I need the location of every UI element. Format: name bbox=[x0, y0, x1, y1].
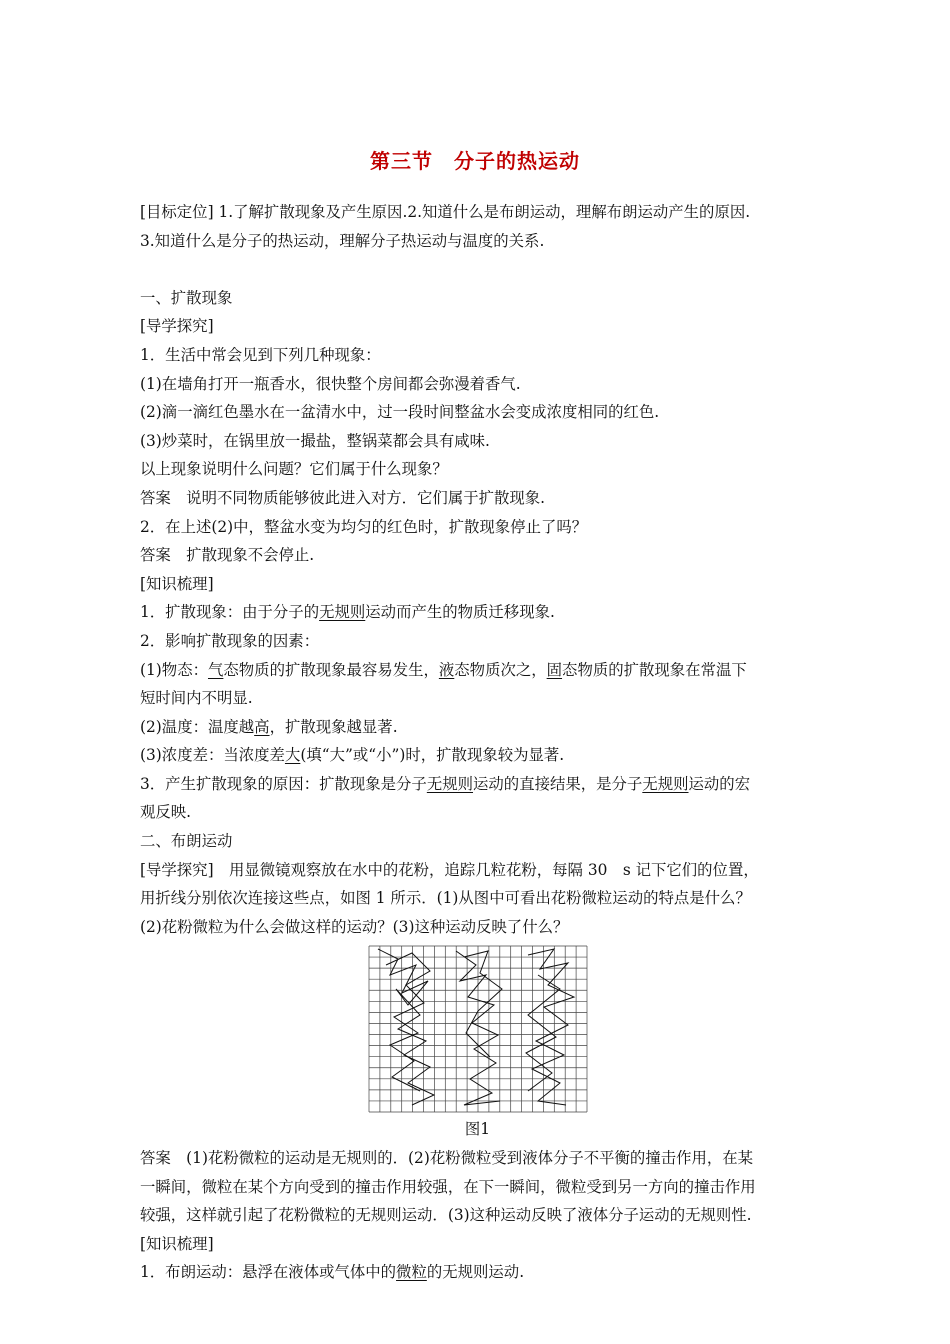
answer-brownian-3: 较强，这样就引起了花粉微粒的无规则运动．(3)这种运动反映了液体分子运动的无规则性. bbox=[140, 1206, 752, 1225]
text: 1．布朗运动：悬浮在液体或气体中的 bbox=[140, 1263, 397, 1282]
blank-answer: 无规则 bbox=[319, 603, 366, 622]
particle-trajectory bbox=[528, 949, 574, 1105]
document-body bbox=[140, 198, 815, 1287]
phenomenon-2: (2)滴一滴红色墨水在一盆清水中，过一段时间整盆水会变成浓度相同的红色. bbox=[140, 403, 660, 422]
section-heading-diffusion: 一、扩散现象 bbox=[140, 288, 233, 307]
knowledge-2a-cont: 短时间内不明显. bbox=[140, 689, 253, 708]
knowledge-label-2: [知识梳理] bbox=[140, 1234, 214, 1253]
particle-trajectory bbox=[526, 975, 560, 1091]
figure-caption: 图1 bbox=[464, 1120, 491, 1139]
question-2: 2．在上述(2)中，整盆水变为均匀的红色时，扩散现象停止了吗？ bbox=[140, 517, 588, 536]
text: (3)浓度差：当浓度差 bbox=[140, 746, 285, 765]
answer-2: 答案 扩散现象不会停止. bbox=[140, 546, 315, 565]
answer-brownian-1: 答案 (1)花粉微粒的运动是无规则的．(2)花粉微粒受到液体分子不平衡的撞击作用，在某 bbox=[140, 1149, 754, 1168]
knowledge-2a bbox=[140, 656, 815, 685]
blank-answer: 无规则 bbox=[426, 774, 474, 793]
phenomenon-1: (1)在墙角打开一瓶香水，很快整个房间都会弥漫着香气. bbox=[140, 374, 521, 393]
guide-label: [导学探究] bbox=[140, 317, 214, 336]
blank-answer: 液 bbox=[438, 660, 455, 679]
knowledge-1 bbox=[140, 598, 815, 627]
answer-brownian-2: 一瞬间，微粒在某个方向受到的撞击作用较强，在下一瞬间，微粒受到另一方向的撞击作用 bbox=[140, 1177, 756, 1196]
text: 运动的宏 bbox=[688, 774, 751, 793]
blank-answer: 气 bbox=[207, 660, 224, 679]
text: ，扩散现象越显著. bbox=[269, 717, 398, 736]
knowledge-3-cont: 观反映. bbox=[140, 803, 192, 822]
section-heading-brownian: 二、布朗运动 bbox=[140, 832, 233, 851]
particle-trajectory bbox=[464, 951, 502, 1057]
text: 运动而产生的物质迁移现象. bbox=[365, 603, 555, 622]
spacer bbox=[140, 255, 815, 284]
page-title: 第三节 分子的热运动 bbox=[370, 149, 580, 173]
knowledge-2b bbox=[140, 713, 815, 742]
blank-answer: 高 bbox=[254, 717, 270, 736]
blank-answer: 微粒 bbox=[396, 1263, 427, 1282]
blank-answer: 无规则 bbox=[642, 774, 689, 793]
text: 的无规则运动. bbox=[426, 1263, 525, 1282]
text: 运动的直接结果，是分子 bbox=[473, 774, 643, 793]
objective-line-2: 3.知道什么是分子的热运动，理解分子热运动与温度的关系. bbox=[140, 231, 545, 250]
text: (填“大”或“小”)时，扩散现象较为显著. bbox=[300, 746, 565, 765]
text: 态物质的扩散现象最容易发生， bbox=[223, 660, 439, 679]
text: 3．产生扩散现象的原因：扩散现象是分子 bbox=[140, 774, 427, 793]
phenomenon-3: (3)炒菜时，在锅里放一撮盐，整锅菜都会具有咸味. bbox=[140, 431, 490, 450]
guide-1: [导学探究] 用显微镜观察放在水中的花粉，追踪几粒花粉，每隔 30 s 记下它们的位置， bbox=[140, 860, 759, 879]
question-ask: 以上现象说明什么问题？它们属于什么现象？ bbox=[140, 460, 448, 479]
guide-3: (2)花粉微粒为什么会做这样的运动？(3)这种运动反映了什么？ bbox=[140, 917, 569, 936]
text: (2)温度：温度越 bbox=[140, 717, 255, 736]
text: (1)物态： bbox=[140, 660, 208, 679]
particle-trajectory bbox=[378, 949, 434, 1105]
knowledge-2c bbox=[140, 741, 815, 770]
guide-2: 用折线分别依次连接这些点，如图 1 所示．(1)从图中可看出花粉微粒运动的特点是什么？ bbox=[140, 889, 751, 908]
objective-line-1: [目标定位] 1.了解扩散现象及产生原因.2.知道什么是布朗运动，理解布朗运动产生的原因. bbox=[140, 203, 751, 221]
blank-answer: 固 bbox=[546, 660, 563, 679]
knowledge-label: [知识梳理] bbox=[140, 574, 214, 593]
text: 1．扩散现象：由于分子的 bbox=[140, 603, 320, 622]
answer-1: 答案 说明不同物质能够彼此进入对方．它们属于扩散现象. bbox=[140, 488, 546, 507]
brownian-grid-diagram bbox=[368, 945, 588, 1113]
brownian-motion-figure bbox=[140, 945, 815, 1115]
knowledge-brownian-1 bbox=[140, 1258, 815, 1287]
blank-answer: 大 bbox=[284, 746, 301, 765]
question-1: 1．生活中常会见到下列几种现象： bbox=[140, 345, 381, 364]
text: 态物质次之， bbox=[454, 660, 547, 679]
text: 态物质的扩散现象在常温下 bbox=[562, 660, 747, 679]
knowledge-2: 2．影响扩散现象的因素： bbox=[140, 631, 320, 650]
knowledge-3 bbox=[140, 770, 815, 799]
